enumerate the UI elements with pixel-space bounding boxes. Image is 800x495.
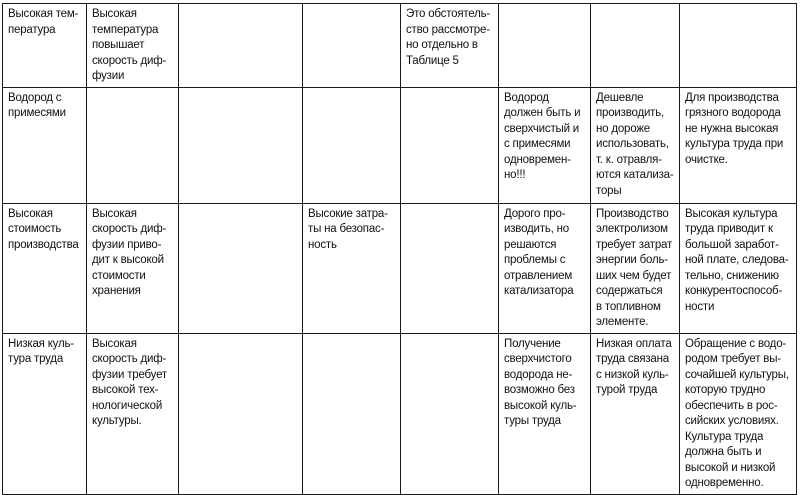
row-header-cell: Высокая тем- пература	[3, 4, 87, 88]
table-cell	[179, 4, 303, 88]
row-header-cell: Водород с примесями	[3, 87, 87, 203]
table-row	[3, 4, 797, 88]
table-cell: Дешевле производить, но дороже использовать, т. к. отравля- ются катализа- торы	[591, 87, 680, 203]
table-cell: Производство электролизом требует затрат энергии боль- ших чем будет содержаться в топливном элементе.	[591, 203, 680, 333]
table-cell	[179, 333, 303, 494]
table-cell: Водород должен быть и сверхчистый и с примесями одновремен- но!!!	[499, 87, 591, 203]
table-cell	[303, 87, 401, 203]
table-row	[3, 333, 797, 494]
table-row	[3, 203, 797, 333]
table-cell	[179, 87, 303, 203]
table-cell	[303, 4, 401, 88]
contradiction-table	[2, 3, 797, 495]
table-cell	[680, 4, 797, 88]
table-cell: Высокая культура труда приводит к большой заработ- ной плате, следова- тельно, снижению конкурентоспособ- ности	[680, 203, 797, 333]
table-cell: Высокие затра- ты на безопас- ность	[303, 203, 401, 333]
table-cell: Получение сверхчистого водорода не- возможно без высокой куль- туры труда	[499, 333, 591, 494]
table-cell: Низкая оплата труда связана с низкой куль- турой труда	[591, 333, 680, 494]
row-header-cell: Низкая куль- тура труда	[3, 333, 87, 494]
table-cell	[401, 87, 499, 203]
table-cell: Высокая скорость диф- фузии требует высокой тех- нологической культуры.	[87, 333, 179, 494]
table-cell	[87, 87, 179, 203]
table-cell	[401, 203, 499, 333]
table-cell	[179, 203, 303, 333]
table-cell: Это обстоятель- ство рассмотре- но отдельно в Таблице 5	[401, 4, 499, 88]
table-cell: Дорого про- изводить, но решаются проблемы с отравлением катализатора	[499, 203, 591, 333]
table-cell	[499, 4, 591, 88]
table-cell: Для производства грязного водорода не нужна высокая культура труда при очистке.	[680, 87, 797, 203]
table-cell: Высокая температура повышает скорость диф- фузии	[87, 4, 179, 88]
table-cell: Обращение с водо- родом требует вы- сочайшей культуры, которую трудно обеспечить в рос- сийских условиях. Культура труда должна быть и высокой и низкой одновременно.	[680, 333, 797, 494]
table-cell: Высокая скорость диф- фузии приво- дит к высокой стоимости хранения	[87, 203, 179, 333]
table-cell	[591, 4, 680, 88]
table-row	[3, 87, 797, 203]
table-cell	[303, 333, 401, 494]
row-header-cell: Высокая стоимость производства	[3, 203, 87, 333]
table-cell	[401, 333, 499, 494]
